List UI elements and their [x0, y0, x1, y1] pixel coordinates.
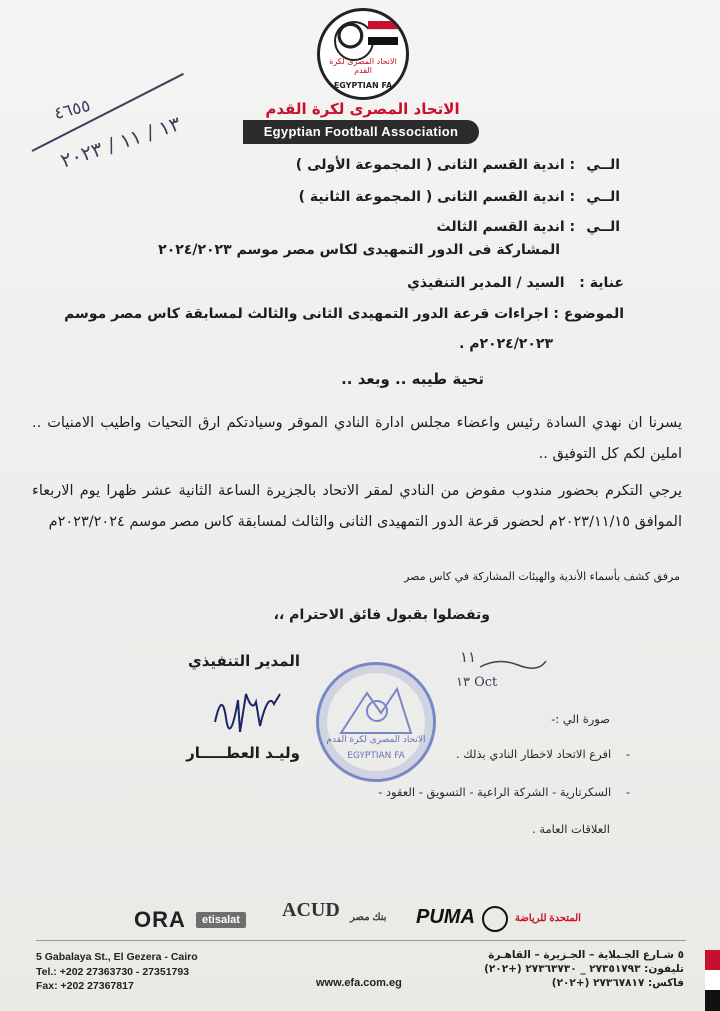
flag-corner-black — [705, 990, 720, 1011]
copy-item: - السكرتارية - الشركة الراعية - التسويق - العقود - — [378, 785, 630, 799]
attention-label: عناية — [589, 275, 624, 291]
recipient-text: اندية القسم الثانى ( المجموعة الأولى ) — [295, 157, 565, 173]
stamp-text-ar: الاتحاد المصرى لكرة القدم — [326, 735, 426, 745]
sponsor-ora-logo: ORA — [134, 907, 186, 932]
signatory-name: وليـد العطـــــار — [186, 744, 300, 762]
closing: وتفضلوا بقبول فائق الاحترام ،، — [273, 607, 490, 623]
stamp-text-en: EGYPTIAN FA — [347, 751, 405, 761]
stamp-emblem-icon — [337, 683, 415, 743]
sponsor-acud-logo: ACUD — [282, 899, 340, 921]
recipient-line: الــي : اندية القسم الثالث — [436, 219, 620, 235]
footer-divider — [36, 940, 686, 941]
footer-website-link[interactable]: www.efa.com.eg — [316, 977, 402, 989]
handwritten-date: ١٣ / ١١ / ٢٠٢٣ — [57, 111, 184, 173]
flag-red-stripe — [368, 21, 398, 29]
signature — [210, 682, 290, 742]
header-title-ar: الاتحاد المصرى لكرة القدم — [265, 100, 460, 118]
handwritten-oct: ١٣ Oct — [456, 675, 498, 690]
footer-address-en: 5 Gabalaya St., El Gezera - Cairo — [36, 951, 198, 963]
attention-line: عناية : السيد / المدير التنفيذي — [407, 275, 624, 291]
participating-line: المشاركة فى الدور التمهيدى لكاس مصر موسم ٢٠٢٤/٢٠٢٣ — [158, 242, 560, 258]
official-stamp — [316, 662, 436, 782]
handwritten-stroke — [478, 655, 548, 675]
paragraph-2: يرجي التكرم بحضور مندوب مفوض من النادي لمقر الاتحاد بالجزيرة الساعة الثانية عشر ظهرا يوم الاربعاء الموافق ٢٠٢٣/١١/١٥م لحضور قرعة الدور التمهيدى الثانى والثالث لمسابقة كاس مصر موسم ٢٠٢٣/٢٠٢٤م — [32, 483, 682, 530]
header-title-en: Egyptian Football Association — [243, 120, 479, 144]
efa-logo — [317, 8, 409, 100]
copy-item-text: السكرتارية - الشركة الراعية - التسويق - العقود - — [378, 785, 612, 799]
attachment-note: مرفق كشف بأسماء الأندية والهيئات المشاركة في كاس مصر — [404, 570, 680, 583]
copy-item: العلاقات العامة . — [532, 822, 610, 836]
footer-address-ar: ٥ شـارع الجـبلاية – الجـزيرة – القاهـرة — [488, 949, 684, 961]
subject-text: اجراءات قرعة الدور التمهيدى الثانى والثالث لمسابقة كاس مصر موسم — [64, 306, 549, 322]
flag-black-stripe — [368, 37, 398, 45]
greeting: تحية طيبه .. وبعد .. — [341, 370, 484, 388]
subject-line: الموضوع : اجراءات قرعة الدور التمهيدى الثانى والثالث لمسابقة كاس مصر موسم — [64, 306, 624, 322]
signatory-title: المدير التنفيذي — [187, 652, 300, 670]
copy-to-title: صورة الي :- — [551, 712, 610, 726]
sponsor-emblem-icon — [482, 906, 508, 932]
footer-fax-en: Fax: +202 27367817 — [36, 980, 134, 992]
subject-label: الموضوع — [563, 306, 624, 322]
sponsor-etisalat-logo: etisalat — [196, 912, 246, 928]
paragraph-1: يسرنا ان نهدي السادة رئيس واعضاء مجلس ادارة النادي الموقر وسيادتكم ارق التحيات واطيب الامنيات .. املين لكم كل التوفيق .. — [32, 415, 682, 462]
attention-text: السيد / المدير التنفيذي — [407, 275, 565, 291]
handwritten-mark: ١١ — [460, 648, 477, 666]
recipient-label: الــي — [586, 157, 620, 173]
recipient-text: اندية القسم الثانى ( المجموعة الثانية ) — [298, 189, 565, 205]
footer-tel-ar: تليفون: ٢٧٣٥١٧٩٣ _ ٢٧٣٦٣٧٣٠ (+٢٠٢) — [484, 963, 684, 975]
flag-corner-red — [705, 950, 720, 970]
logo-text-en: EGYPTIAN FA — [333, 81, 393, 90]
footer-fax-ar: فاكس: ٢٧٣٦٧٨١٧ (+٢٠٢) — [551, 977, 684, 989]
recipient-text: اندية القسم الثالث — [436, 219, 565, 235]
sponsor-united-sports-logo: المتحدة للرياضة — [515, 913, 581, 924]
recipient-line: الــي : اندية القسم الثانى ( المجموعة الثانية ) — [298, 189, 620, 205]
copy-item-text: افرع الاتحاد لاخطار النادي بذلك . — [455, 747, 612, 761]
sponsor-puma-logo: PUMA — [416, 906, 475, 928]
sponsor-banque-misr-logo: بنك مصر — [350, 912, 387, 923]
flag-corner-white — [705, 970, 720, 990]
recipient-line: الــي : اندية القسم الثانى ( المجموعة الأولى ) — [295, 157, 620, 173]
recipient-label: الــي — [586, 189, 620, 205]
subject-line-2: ٢٠٢٤/٢٠٢٣م . — [459, 336, 553, 352]
handwritten-number: ٤٦٥٥ — [52, 95, 93, 125]
copy-item: - افرع الاتحاد لاخطار النادي بذلك . — [455, 747, 630, 761]
footer-tel-en: Tel.: +202 27363730 - 27351793 — [36, 966, 190, 978]
logo-text-ar: الاتحاد المصرى لكرة القدم — [329, 57, 397, 75]
recipient-label: الــي — [586, 219, 620, 235]
